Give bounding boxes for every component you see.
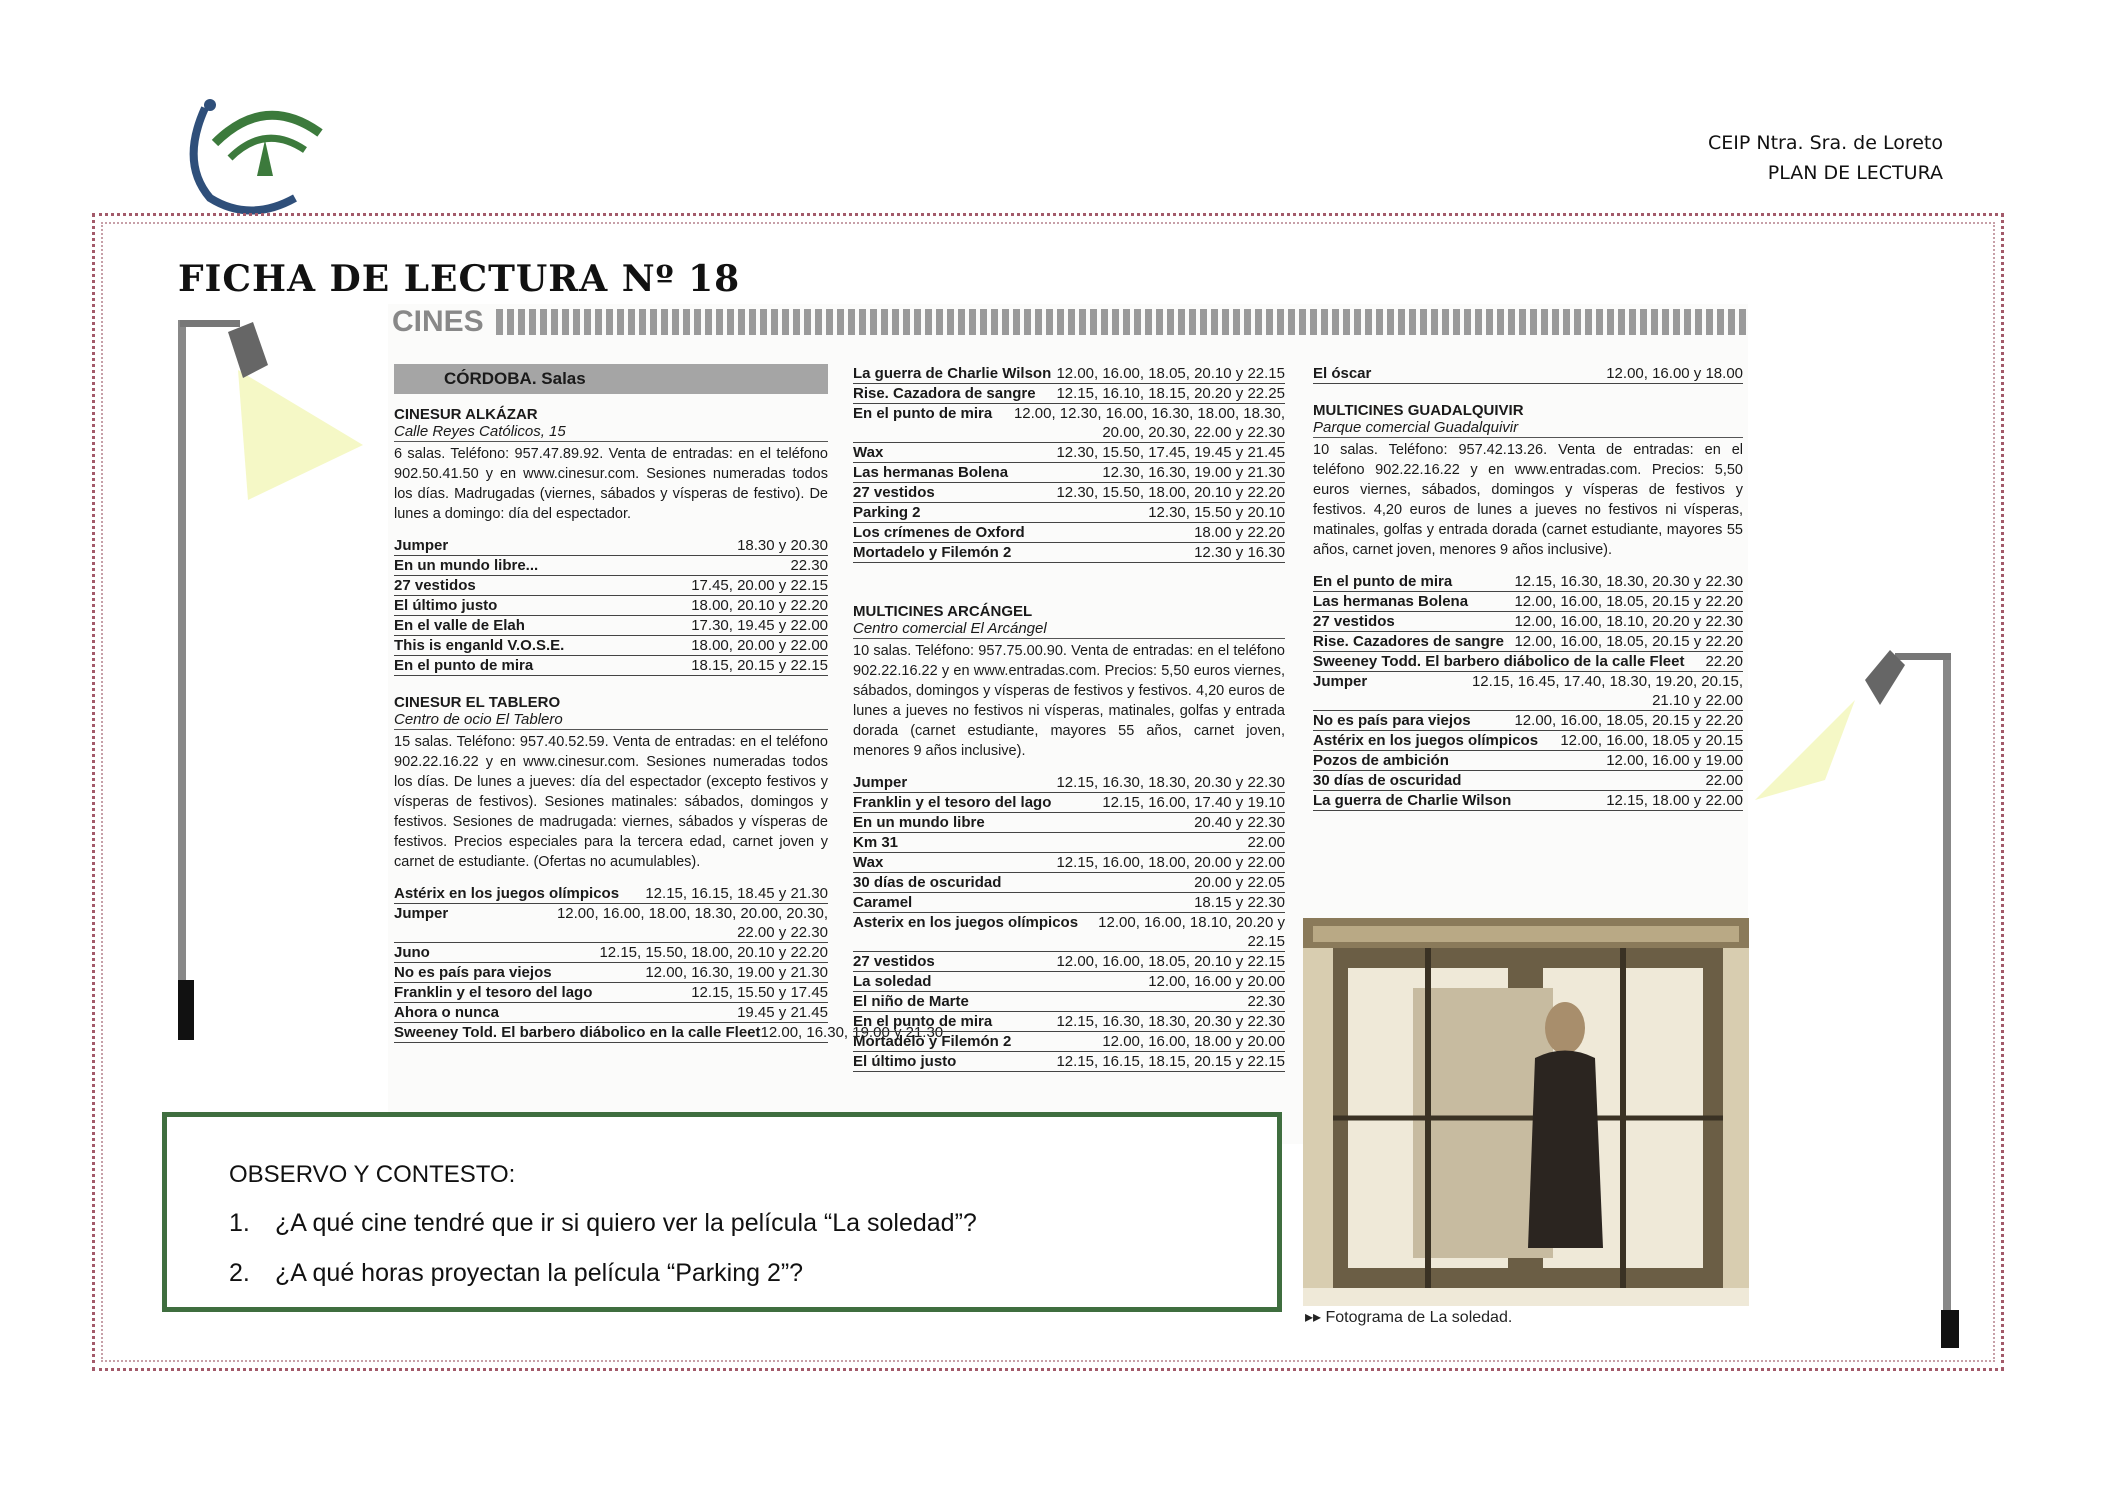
question-number: 2.: [229, 1259, 250, 1287]
film-still-image: [1303, 918, 1749, 1306]
section-stripes: [496, 309, 1748, 335]
film-row: [1313, 672, 1743, 711]
film-row: [853, 543, 1285, 563]
film-title: Rise. Cazadores de sangre: [1313, 633, 1504, 650]
film-times: 12.30, 15.50, 17.45, 19.45 y 21.45: [1056, 444, 1285, 461]
film-title: Juno: [394, 944, 430, 961]
film-title: 27 vestidos: [1313, 613, 1395, 630]
film-title: This is enganld V.O.S.E.: [394, 637, 565, 654]
film-title: El último justo: [853, 1053, 957, 1070]
film-times: 18.00, 20.10 y 22.20: [691, 597, 828, 614]
film-title: Los crímenes de Oxford: [853, 524, 1025, 541]
film-times: 12.00, 16.00, 18.05, 20.15 y 22.20: [1514, 633, 1743, 650]
film-times: 18.15 y 22.30: [1194, 894, 1285, 911]
venue-name: CINESUR EL TABLERO: [394, 694, 561, 711]
film-row: [853, 1032, 1285, 1052]
film-times: 18.00 y 22.20: [1194, 524, 1285, 541]
film-times: 12.15, 16.30, 18.30, 20.30 y 22.30: [1056, 1013, 1285, 1030]
film-times: 12.00, 16.00, 18.10, 20.20 y 22.15: [1098, 914, 1285, 950]
film-title: En el punto de mira: [1313, 573, 1453, 590]
film-title: El óscar: [1313, 365, 1372, 382]
film-times: 12.30, 16.30, 19.00 y 21.30: [1102, 464, 1285, 481]
film-times: 12.15, 16.30, 18.30, 20.30 y 22.30: [1056, 774, 1285, 791]
film-title: Caramel: [853, 894, 913, 911]
question-text: ¿A qué horas proyectan la película “Parking 2”?: [275, 1259, 804, 1287]
film-row: [1313, 751, 1743, 771]
school-header: [1708, 128, 1943, 188]
film-title: Sweeney Told. El barbero diábolico en la calle Fleet: [394, 1024, 761, 1041]
film-list: [853, 773, 1285, 1072]
film-title: La guerra de Charlie Wilson: [853, 365, 1052, 382]
film-title: La guerra de Charlie Wilson: [1313, 792, 1512, 809]
film-times: 12.30, 15.50 y 20.10: [1148, 504, 1285, 521]
film-title: Rise. Cazadora de sangre: [853, 385, 1036, 402]
film-row: [853, 813, 1285, 833]
film-times: 22.00: [1247, 834, 1285, 851]
film-row: [853, 972, 1285, 992]
film-title: El niño de Marte: [853, 993, 969, 1010]
film-title: El último justo: [394, 597, 498, 614]
film-title: 27 vestidos: [853, 484, 935, 501]
film-title: 27 vestidos: [853, 953, 935, 970]
film-title: Jumper: [394, 537, 449, 554]
film-times: 22.00: [1705, 772, 1743, 789]
film-row: [853, 913, 1285, 952]
question-1: [229, 1209, 977, 1238]
film-title: Astérix en los juegos olímpicos: [394, 885, 620, 902]
film-list: [853, 364, 1285, 563]
film-row: [853, 873, 1285, 893]
school-name: CEIP Ntra. Sra. de Loreto: [1708, 132, 1943, 154]
film-times: 22.30: [790, 557, 828, 574]
venue-name: CINESUR ALKÁZAR: [394, 406, 538, 423]
question-text: ¿A qué cine tendré que ir si quiero ver la película “La soledad”?: [275, 1209, 977, 1237]
film-row: [1313, 592, 1743, 612]
venue-info: 15 salas. Teléfono: 957.40.52.59. Venta de entradas: en el teléfono 902.22.16.22 y en www.cinesur.com. Sesiones numeradas todos los días. De lunes a jueves: día del espectador (excepto festivos y vísperas de festivos). Sesiones matinales: sábados, domingos y festivos. Sesiones de madrugada: viernes, sábados y vísperas de festivos. Precios especiales para la tercera edad, carnet joven y carnet de estudiante. (Ofertas no acumulables).: [394, 734, 828, 870]
film-times: 17.30, 19.45 y 22.00: [691, 617, 828, 634]
film-row: [853, 793, 1285, 813]
film-row: [394, 616, 828, 636]
page-title: FICHA DE LECTURA Nº 18: [178, 258, 741, 300]
film-title: Km 31: [853, 834, 899, 851]
film-times: 12.00, 16.30, 19.00 y 21.30: [760, 1024, 944, 1041]
film-times: 12.15, 16.45, 17.40, 18.30, 19.20, 20.15, 21.10 y 22.00: [1471, 673, 1743, 709]
film-row: [853, 483, 1285, 503]
film-title: Franklin y el tesoro del lago: [853, 794, 1052, 811]
junta-logo-icon: [175, 88, 335, 218]
film-row: [853, 443, 1285, 463]
film-row: [1313, 652, 1743, 672]
film-title: Pozos de ambición: [1313, 752, 1449, 769]
film-list: [394, 536, 828, 676]
film-title: En el punto de mira: [853, 1013, 993, 1030]
film-row: [1313, 572, 1743, 592]
film-row: [394, 884, 828, 904]
film-title: Wax: [853, 444, 884, 461]
film-title: En un mundo libre...: [394, 557, 539, 574]
film-row: [394, 556, 828, 576]
street-lamp-left-icon: [168, 320, 378, 1040]
film-row: [853, 1012, 1285, 1032]
film-title: Astérix en los juegos olímpicos: [1313, 732, 1539, 749]
film-row: [853, 463, 1285, 483]
venue-info: 6 salas. Teléfono: 957.47.89.92. Venta de entradas: en el teléfono 902.50.41.50 y en www.cinesur.com. Sesiones numeradas todos los días. Madrugadas (viernes, sábados y vísperas de festivo). De lunes a domingo: día del espectador.: [394, 446, 828, 522]
venue-address: Centro comercial El Arcángel: [853, 620, 1285, 639]
film-row: [1313, 612, 1743, 632]
film-times: 12.15, 16.15, 18.45 y 21.30: [645, 885, 828, 902]
film-times: 12.00, 16.00 y 18.00: [1606, 365, 1743, 382]
film-row: [853, 1052, 1285, 1072]
venue-address: Calle Reyes Católicos, 15: [394, 423, 828, 442]
film-times: 18.30 y 20.30: [737, 537, 828, 554]
film-times: 12.15, 16.10, 18.15, 20.20 y 22.25: [1056, 385, 1285, 402]
film-title: En el punto de mira: [853, 405, 993, 422]
film-row: [853, 503, 1285, 523]
film-row: [853, 364, 1285, 384]
film-row: [853, 384, 1285, 404]
venue-name: MULTICINES GUADALQUIVIR: [1313, 402, 1524, 419]
film-title: La soledad: [853, 973, 932, 990]
film-title: Jumper: [1313, 673, 1368, 690]
film-times: 18.00, 20.00 y 22.00: [691, 637, 828, 654]
film-times: 12.15, 15.50 y 17.45: [691, 984, 828, 1001]
film-list: [1313, 364, 1743, 384]
film-times: 12.00, 16.30, 19.00 y 21.30: [645, 964, 828, 981]
film-times: 12.00, 16.00 y 19.00: [1606, 752, 1743, 769]
film-row: [394, 656, 828, 676]
film-times: 20.00 y 22.05: [1194, 874, 1285, 891]
venue-info: 10 salas. Teléfono: 957.75.00.90. Venta de entradas: en el teléfono 902.22.16.22 y en www.entradas.com. Precios: 5,50 euros viernes, sábados, domingos y vísperas de festivos y festivos. 4,20 euros de lunes a jueves no festivos ni vísperas, matinales, golfas y entrada dorada (carnet estudiante, mayores 55 años, carnet joven, menores 9 años inclusive).: [853, 643, 1285, 759]
film-times: 12.15, 16.00, 18.00, 20.00 y 22.00: [1056, 854, 1285, 871]
listing-column-3: [1313, 364, 1743, 811]
film-times: 20.40 y 22.30: [1194, 814, 1285, 831]
film-row: [853, 952, 1285, 972]
film-times: 12.15, 16.15, 18.15, 20.15 y 22.15: [1056, 1053, 1285, 1070]
city-label: CÓRDOBA. Salas: [394, 364, 828, 394]
film-times: 12.00, 16.00, 18.05, 20.15 y 22.20: [1514, 712, 1743, 729]
film-times: 22.30: [1247, 993, 1285, 1010]
film-times: 12.15, 16.00, 17.40 y 19.10: [1102, 794, 1285, 811]
film-row: [394, 1023, 944, 1043]
film-row: [1313, 791, 1743, 811]
film-times: 12.15, 15.50, 18.00, 20.10 y 22.20: [599, 944, 828, 961]
film-title: Wax: [853, 854, 884, 871]
film-title: Parking 2: [853, 504, 921, 521]
film-title: En el punto de mira: [394, 657, 534, 674]
film-list: [1313, 572, 1743, 811]
film-row: [1313, 731, 1743, 751]
venue-address: Parque comercial Guadalquivir: [1313, 419, 1743, 438]
film-row: [1313, 364, 1743, 384]
questions-heading: OBSERVO Y CONTESTO:: [229, 1161, 516, 1188]
film-title: Franklin y el tesoro del lago: [394, 984, 593, 1001]
section-title: CINES: [392, 305, 484, 338]
film-title: Mortadelo y Filemón 2: [853, 1033, 1012, 1050]
venue-address: Centro de ocio El Tablero: [394, 711, 828, 730]
film-times: 12.30, 15.50, 18.00, 20.10 y 22.20: [1056, 484, 1285, 501]
film-row: [853, 404, 1285, 443]
film-row: [853, 523, 1285, 543]
film-row: [394, 536, 828, 556]
film-row: [853, 992, 1285, 1012]
questions-box: [162, 1112, 1282, 1312]
film-title: Jumper: [394, 905, 449, 922]
film-times: 12.00, 16.00, 18.00, 18.30, 20.00, 20.30, 22.00 y 22.30: [556, 905, 828, 941]
film-title: 27 vestidos: [394, 577, 476, 594]
film-row: [853, 853, 1285, 873]
question-2: [229, 1259, 803, 1288]
film-title: 30 días de oscuridad: [1313, 772, 1462, 789]
film-times: 12.00, 16.00, 18.00 y 20.00: [1102, 1033, 1285, 1050]
film-title: Asterix en los juegos olímpicos: [853, 914, 1079, 931]
film-times: 22.20: [1705, 653, 1743, 670]
film-times: 19.45 y 21.45: [737, 1004, 828, 1021]
film-times: 12.00, 16.00, 18.05 y 20.15: [1560, 732, 1743, 749]
plan-label: PLAN DE LECTURA: [1767, 162, 1943, 184]
film-row: [394, 963, 828, 983]
section-header: [392, 305, 1748, 339]
film-title: No es país para viejos: [1313, 712, 1471, 729]
venue-info: 10 salas. Teléfono: 957.42.13.26. Venta de entradas: en el teléfono 902.22.16.22 y en www.entradas.com. Precios: 5,50 euros viernes, sábados, domingos y vísperas de festivos y festivos. 4,20 euros de lunes a jueves no festivos ni vísperas, matinales, golfas y entrada dorada (carnet estudiante, mayores 55 años, carnet joven, menores 9 años inclusive).: [1313, 442, 1743, 558]
street-lamp-right-icon: [1755, 650, 1970, 1350]
photo-caption: ▸▸ Fotograma de La soledad.: [1305, 1309, 1513, 1326]
film-row: [394, 636, 828, 656]
film-title: Las hermanas Bolena: [853, 464, 1009, 481]
film-title: 30 días de oscuridad: [853, 874, 1002, 891]
film-row: [394, 983, 828, 1003]
film-title: No es país para viejos: [394, 964, 552, 981]
film-row: [853, 893, 1285, 913]
film-title: Jumper: [853, 774, 908, 791]
question-number: 1.: [229, 1209, 250, 1237]
film-times: 12.00, 16.00 y 20.00: [1148, 973, 1285, 990]
film-row: [1313, 632, 1743, 652]
film-row: [853, 773, 1285, 793]
film-title: Sweeney Todd. El barbero diábolico de la calle Fleet: [1313, 653, 1685, 670]
film-row: [1313, 771, 1743, 791]
film-times: 12.00, 16.00, 18.05, 20.15 y 22.20: [1514, 593, 1743, 610]
film-times: 17.45, 20.00 y 22.15: [691, 577, 828, 594]
film-title: Mortadelo y Filemón 2: [853, 544, 1012, 561]
film-times: 12.15, 16.30, 18.30, 20.30 y 22.30: [1514, 573, 1743, 590]
film-times: 12.15, 18.00 y 22.00: [1606, 792, 1743, 809]
film-row: [394, 943, 828, 963]
film-row: [394, 596, 828, 616]
film-row: [1313, 711, 1743, 731]
film-times: 12.30 y 16.30: [1194, 544, 1285, 561]
film-title: Ahora o nunca: [394, 1004, 500, 1021]
film-title: En un mundo libre: [853, 814, 985, 831]
film-times: 12.00, 16.00, 18.05, 20.10 y 22.15: [1056, 365, 1285, 382]
film-row: [394, 904, 828, 943]
film-row: [394, 1003, 828, 1023]
film-times: 18.15, 20.15 y 22.15: [691, 657, 828, 674]
film-row: [394, 576, 828, 596]
film-times: 12.00, 16.00, 18.05, 20.10 y 22.15: [1056, 953, 1285, 970]
film-title: En el valle de Elah: [394, 617, 525, 634]
venue-name: MULTICINES ARCÁNGEL: [853, 603, 1033, 620]
film-row: [853, 833, 1285, 853]
listing-column-2: [853, 364, 1285, 1072]
film-times: 12.00, 12.30, 16.00, 16.30, 18.00, 18.30, 20.00, 20.30, 22.00 y 22.30: [1013, 405, 1285, 441]
film-title: Las hermanas Bolena: [1313, 593, 1469, 610]
film-times: 12.00, 16.00, 18.10, 20.20 y 22.30: [1514, 613, 1743, 630]
